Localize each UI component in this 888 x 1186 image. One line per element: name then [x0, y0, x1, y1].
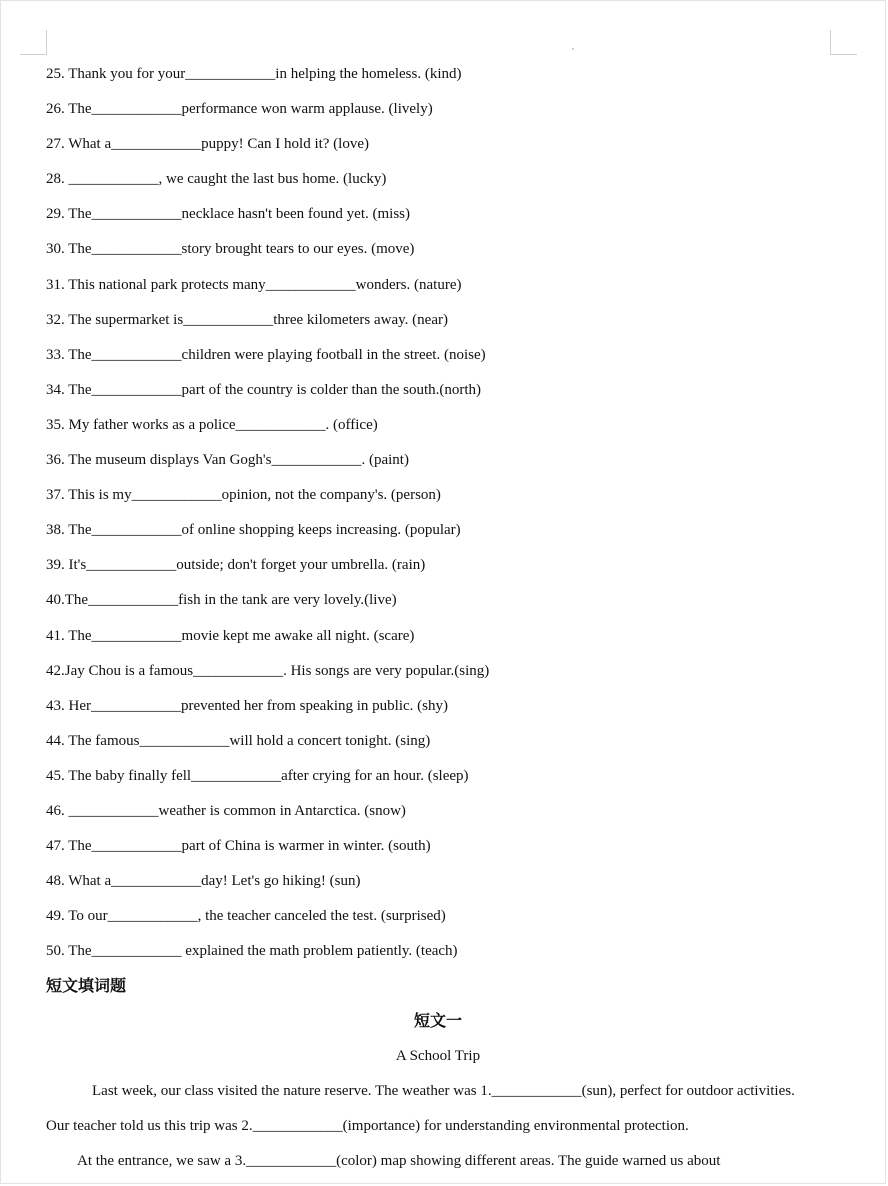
- exercise-line-42: 42.Jay Chou is a famous____________. His songs are very popular.(sing): [46, 662, 490, 679]
- passage-title: 短文一: [413, 1011, 462, 1031]
- exercise-line-26: 26. The____________performance won warm applause. (lively): [46, 101, 433, 118]
- exercise-line-46: 46. ____________weather is common in Antarctica. (snow): [46, 802, 406, 819]
- exercise-line-39: 39. It's____________outside; don't forget your umbrella. (rain): [46, 557, 426, 574]
- passage-line-1: Last week, our class visited the nature reserve. The weather was 1.____________(sun), perfect for outdoor activities.: [92, 1083, 795, 1100]
- exercise-line-40: 40.The____________fish in the tank are very lovely.(live): [46, 592, 397, 609]
- exercise-line-27: 27. What a____________puppy! Can I hold it? (love): [46, 136, 369, 153]
- exercise-line-48: 48. What a____________day! Let's go hiking! (sun): [46, 873, 361, 890]
- exercise-line-36: 36. The museum displays Van Gogh's____________. (paint): [46, 452, 409, 469]
- exercise-line-25: 25. Thank you for your____________in helping the homeless. (kind): [46, 66, 462, 82]
- exercise-line-29: 29. The____________necklace hasn't been found yet. (miss): [46, 206, 411, 223]
- exercise-list: [46, 60, 846, 972]
- exercise-line-28: 28. ____________, we caught the last bus home. (lucky): [46, 171, 387, 188]
- exercise-line-44: 44. The famous____________will hold a concert tonight. (sing): [46, 732, 431, 749]
- exercise-line-43: 43. Her____________prevented her from speaking in public. (shy): [46, 697, 448, 714]
- exercise-line-49: 49. To our____________, the teacher canceled the test. (surprised): [46, 908, 446, 925]
- exercise-line-38: 38. The____________of online shopping keeps increasing. (popular): [46, 522, 461, 539]
- exercise-line-37: 37. This is my____________opinion, not the company's. (person): [46, 487, 441, 504]
- passage-line-2: Our teacher told us this trip was 2.____________(importance) for understanding environmental protection.: [46, 1118, 689, 1135]
- page-dot-mark: [572, 48, 574, 50]
- exercise-line-33: 33. The____________children were playing football in the street. (noise): [46, 346, 486, 363]
- passage-subtitle: A School Trip: [395, 1048, 481, 1065]
- page-corner-mark-top-right: [830, 30, 857, 55]
- exercise-line-50: 50. The____________ explained the math problem patiently. (teach): [46, 943, 458, 960]
- exercise-line-41: 41. The____________movie kept me awake all night. (scare): [46, 627, 415, 644]
- document-body: [46, 60, 846, 1182]
- exercise-line-47: 47. The____________part of China is warmer in winter. (south): [46, 838, 431, 855]
- page-corner-mark-top-left: [20, 30, 47, 55]
- exercise-line-34: 34. The____________part of the country is colder than the south.(north): [46, 381, 482, 398]
- exercise-line-30: 30. The____________story brought tears to our eyes. (move): [46, 241, 415, 258]
- section-heading: 短文填词题: [46, 976, 127, 996]
- passage-line-3: At the entrance, we saw a 3.____________(color) map showing different areas. The guide warned us about: [77, 1153, 721, 1170]
- exercise-line-31: 31. This national park protects many____________wonders. (nature): [46, 276, 462, 293]
- exercise-line-45: 45. The baby finally fell____________after crying for an hour. (sleep): [46, 767, 469, 784]
- exercise-line-32: 32. The supermarket is____________three kilometers away. (near): [46, 311, 448, 328]
- exercise-line-35: 35. My father works as a police____________. (office): [46, 416, 378, 433]
